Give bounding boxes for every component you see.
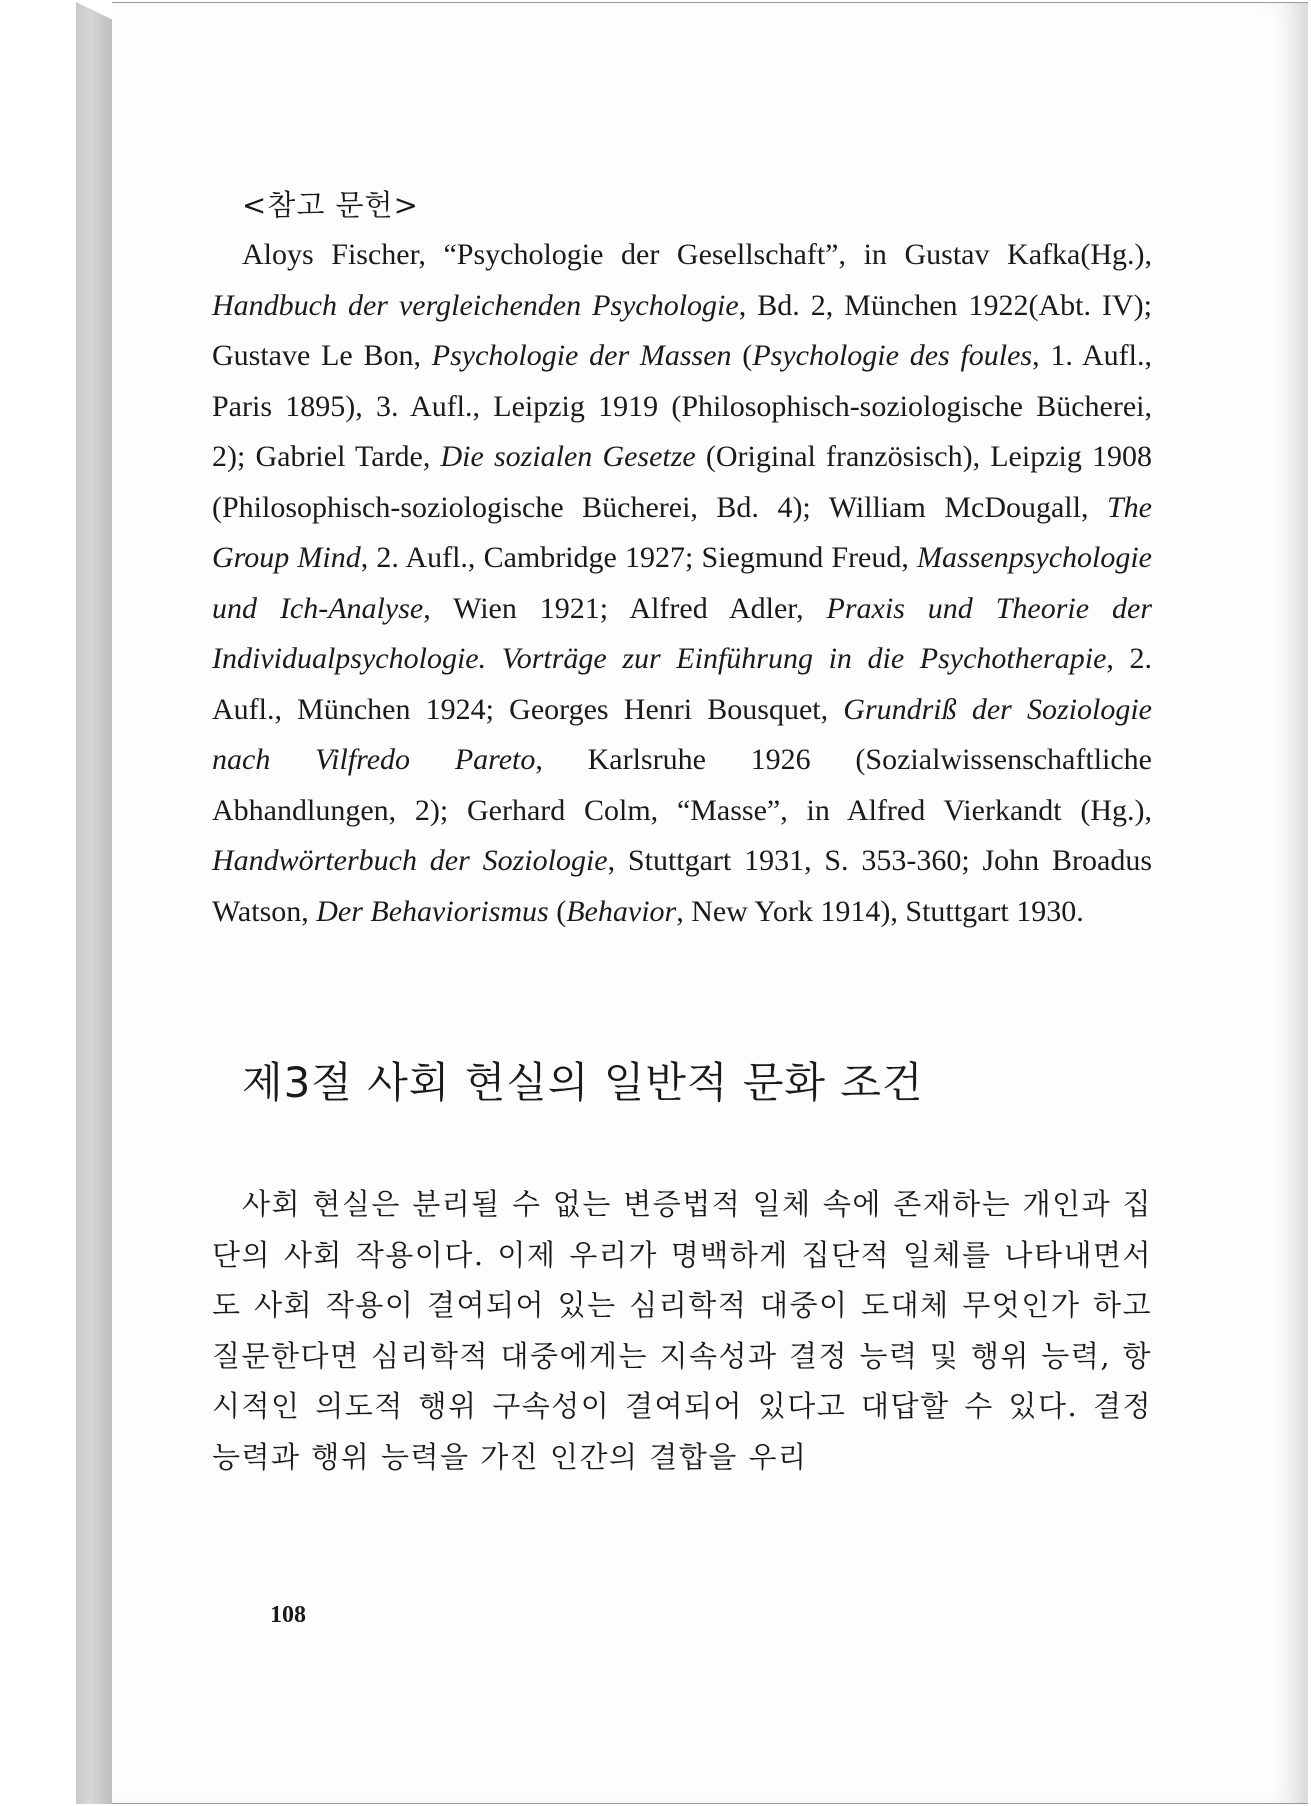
reference-text: , 2. Aufl., München 1924; Georges Henri Bousquet, [212, 642, 1153, 726]
reference-text: , Wien 1921; Alfred Adler, [423, 591, 827, 625]
reference-title: Praxis und Theorie der Individualpsychologie. Vorträge zur Einführung in die Psychotherapie [212, 591, 1152, 675]
reference-text: , Karlsruhe 1926 (Sozialwissenschaftliche Abhandlungen, 2); Gerhard Colm, “Masse”, in Alfred Vierkandt (Hg.), [212, 743, 1152, 827]
reference-text: , Bd. 2, München 1922(Abt. IV); Gustave Le Bon, [212, 288, 1152, 372]
reference-text: ( [731, 339, 753, 372]
page-edge [76, 2, 113, 1804]
reference-title: Handwörterbuch der Soziologie [212, 844, 608, 877]
page-content [212, 180, 1152, 1482]
reference-title: Massenpsychologie und Ich-Analyse [212, 541, 1152, 625]
reference-title: Psychologie der Massen [431, 339, 732, 372]
reference-text: (Original französisch), Leipzig 1908 (Philosophisch-soziologische Bücherei, Bd. 4); William McDougall, [212, 440, 1152, 524]
reference-title: Grundriß der Soziologie nach Vilfredo Pareto [212, 692, 1152, 776]
reference-text: , 2. Aufl., Cambridge 1927; Siegmund Freud, [360, 541, 918, 574]
reference-text: ( [548, 894, 567, 928]
reference-title: Handbuch der vergleichenden Psychologie [212, 288, 739, 322]
section-paragraph: 사회 현실은 분리될 수 없는 변증법적 일체 속에 존재하는 개인과 집단의 사회 작용이다. 이제 우리가 명백하게 집단적 일체를 나타내면서도 사회 작용이 결여되어 있는 심리학적 대중이 도대체 무엇인가 하고 질문한다면 심리학적 대중에게는 지속성과 결정 능력 및 행위 능력, 항시적인 의도적 행위 구속성이 결여되어 있다고 대답할 수 있다. 결정 능력과 행위 능력을 가진 인간의 결합을 우리 [212, 1187, 1152, 1474]
reference-text: , 1. Aufl., Paris 1895), 3. Aufl., Leipzig 1919 (Philosophisch-soziologische Bücherei, 2); Gabriel Tarde, [212, 339, 1152, 473]
reference-title: Psychologie des foules [752, 339, 1033, 372]
page-number: 108 [270, 1602, 306, 1628]
reference-title: Der Behaviorismus [316, 894, 549, 928]
reference-title: Die sozialen Gesetze [440, 440, 696, 473]
section-title: 제3절 사회 현실의 일반적 문화 조건 [242, 1058, 924, 1107]
reference-title: Behavior [566, 894, 677, 928]
references-text [212, 230, 1152, 937]
reference-text: , Stuttgart 1931, S. 353-360; John Broadus Watson, [212, 844, 1152, 928]
reference-text: Aloys Fischer, “Psychologie der Gesellschaft”, in Gustav Kafka(Hg.), [242, 238, 1152, 271]
references-heading: <참고 문헌> [242, 188, 419, 222]
reference-text: , New York 1914), Stuttgart 1930. [676, 894, 1084, 928]
reference-title: The Group Mind [212, 490, 1152, 574]
